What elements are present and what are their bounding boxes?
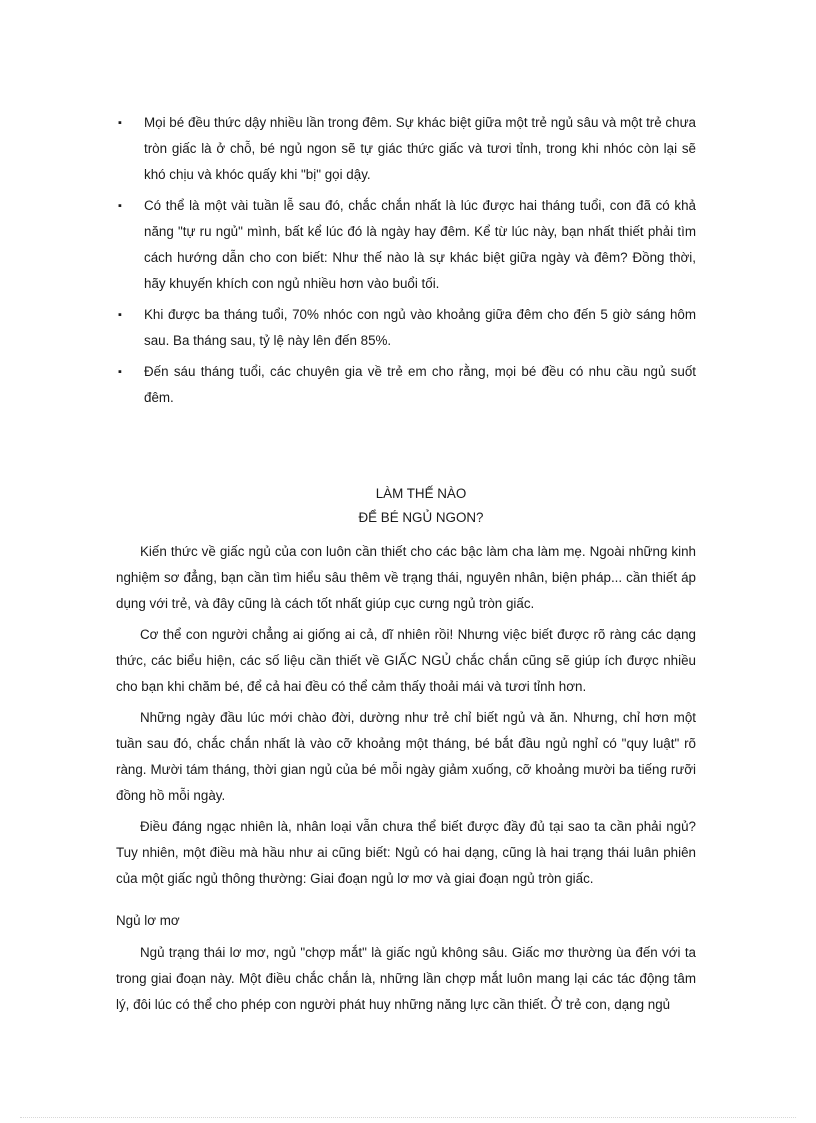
bullet-text: Có thể là một vài tuần lễ sau đó, chắc chắn nhất là lúc được hai tháng tuổi, con đã có khả năng "tự ru ngủ" mình, bất kể lúc đó là ngày hay đêm. Kể từ lúc này, bạn nhất thiết phải tìm cách hướng dẫn cho con biết: Như thế nào là sự khác biệt giữa ngày và đêm? Đồng thời, hãy khuyến khích con ngủ nhiều hơn vào buổi tối.: [144, 198, 696, 291]
bullet-text: Mọi bé đều thức dậy nhiều lần trong đêm. Sự khác biệt giữa một trẻ ngủ sâu và một trẻ chưa tròn giấc là ở chỗ, bé ngủ ngon sẽ tự giác thức giấc và tươi tỉnh, trong khi nhóc còn lại sẽ khó chịu và khóc quấy khi "bị" gọi dậy.: [144, 115, 696, 182]
body-text: [116, 539, 696, 1023]
section-heading-line-1: LÀM THẾ NÀO: [375, 486, 467, 501]
page-bottom-divider: [20, 1117, 796, 1118]
paragraph: Những ngày đầu lúc mới chào đời, dường như trẻ chỉ biết ngủ và ăn. Nhưng, chỉ hơn một tuần sau đó, chắc chắn nhất là vào cỡ khoảng một tháng, bé bắt đầu ngủ nghỉ có "quy luật" rõ ràng. Mười tám tháng, thời gian ngủ của bé mỗi ngày giảm xuống, cỡ khoảng mười ba tiếng rưỡi đồng hồ mỗi ngày.: [116, 710, 696, 803]
paragraph: Cơ thể con người chẳng ai giống ai cả, dĩ nhiên rồi! Nhưng việc biết được rõ ràng các dạng thức, các biểu hiện, các số liệu cần thiết về GIẤC NGỦ chắc chắn cũng sẽ giúp ích được nhiều cho bạn khi chăm bé, để cả hai đều có thể cảm thấy thoải mái và tươi tỉnh hơn.: [116, 627, 696, 694]
bullet-text: Khi được ba tháng tuổi, 70% nhóc con ngủ vào khoảng giữa đêm cho đến 5 giờ sáng hôm sau. Ba tháng sau, tỷ lệ này lên đến 85%.: [144, 307, 696, 348]
bullet-icon: ▪: [118, 117, 122, 129]
bullet-list: [116, 110, 696, 416]
list-item: [116, 359, 696, 411]
bullet-icon: ▪: [118, 366, 122, 378]
section-heading-line-2: ĐỂ BÉ NGỦ NGON?: [358, 510, 484, 525]
paragraph: Ngủ trạng thái lơ mơ, ngủ "chợp mắt" là giấc ngủ không sâu. Giấc mơ thường ùa đến với ta trong giai đoạn này. Một điều chắc chắn là, những lần chợp mắt luôn mang lại các tác động tâm lý, đôi lúc có thể cho phép con người phát huy những năng lực cần thiết. Ở trẻ con, dạng ngủ: [116, 945, 696, 1012]
list-item: [116, 110, 696, 188]
list-item: [116, 193, 696, 297]
subsection-heading: Ngủ lơ mơ: [116, 913, 180, 928]
paragraph: Điều đáng ngạc nhiên là, nhân loại vẫn chưa thể biết được đầy đủ tại sao ta cần phải ngủ? Tuy nhiên, một điều mà hầu như ai cũng biết: Ngủ có hai dạng, cũng là hai trạng thái luân phiên của một giấc ngủ thông thường: Giai đoạn ngủ lơ mơ và giai đoạn ngủ tròn giấc.: [116, 819, 696, 886]
list-item: [116, 302, 696, 354]
bullet-icon: ▪: [118, 200, 122, 212]
paragraph: Kiến thức về giấc ngủ của con luôn cần thiết cho các bậc làm cha làm mẹ. Ngoài những kinh nghiệm sơ đẳng, bạn cần tìm hiểu sâu thêm về trạng thái, nguyên nhân, biện pháp... cần thiết áp dụng với trẻ, và đây cũng là cách tốt nhất giúp cục cưng ngủ tròn giấc.: [116, 544, 696, 611]
bullet-text: Đến sáu tháng tuổi, các chuyên gia về trẻ em cho rằng, mọi bé đều có nhu cầu ngủ suốt đêm.: [144, 364, 696, 405]
bullet-icon: ▪: [118, 309, 122, 321]
